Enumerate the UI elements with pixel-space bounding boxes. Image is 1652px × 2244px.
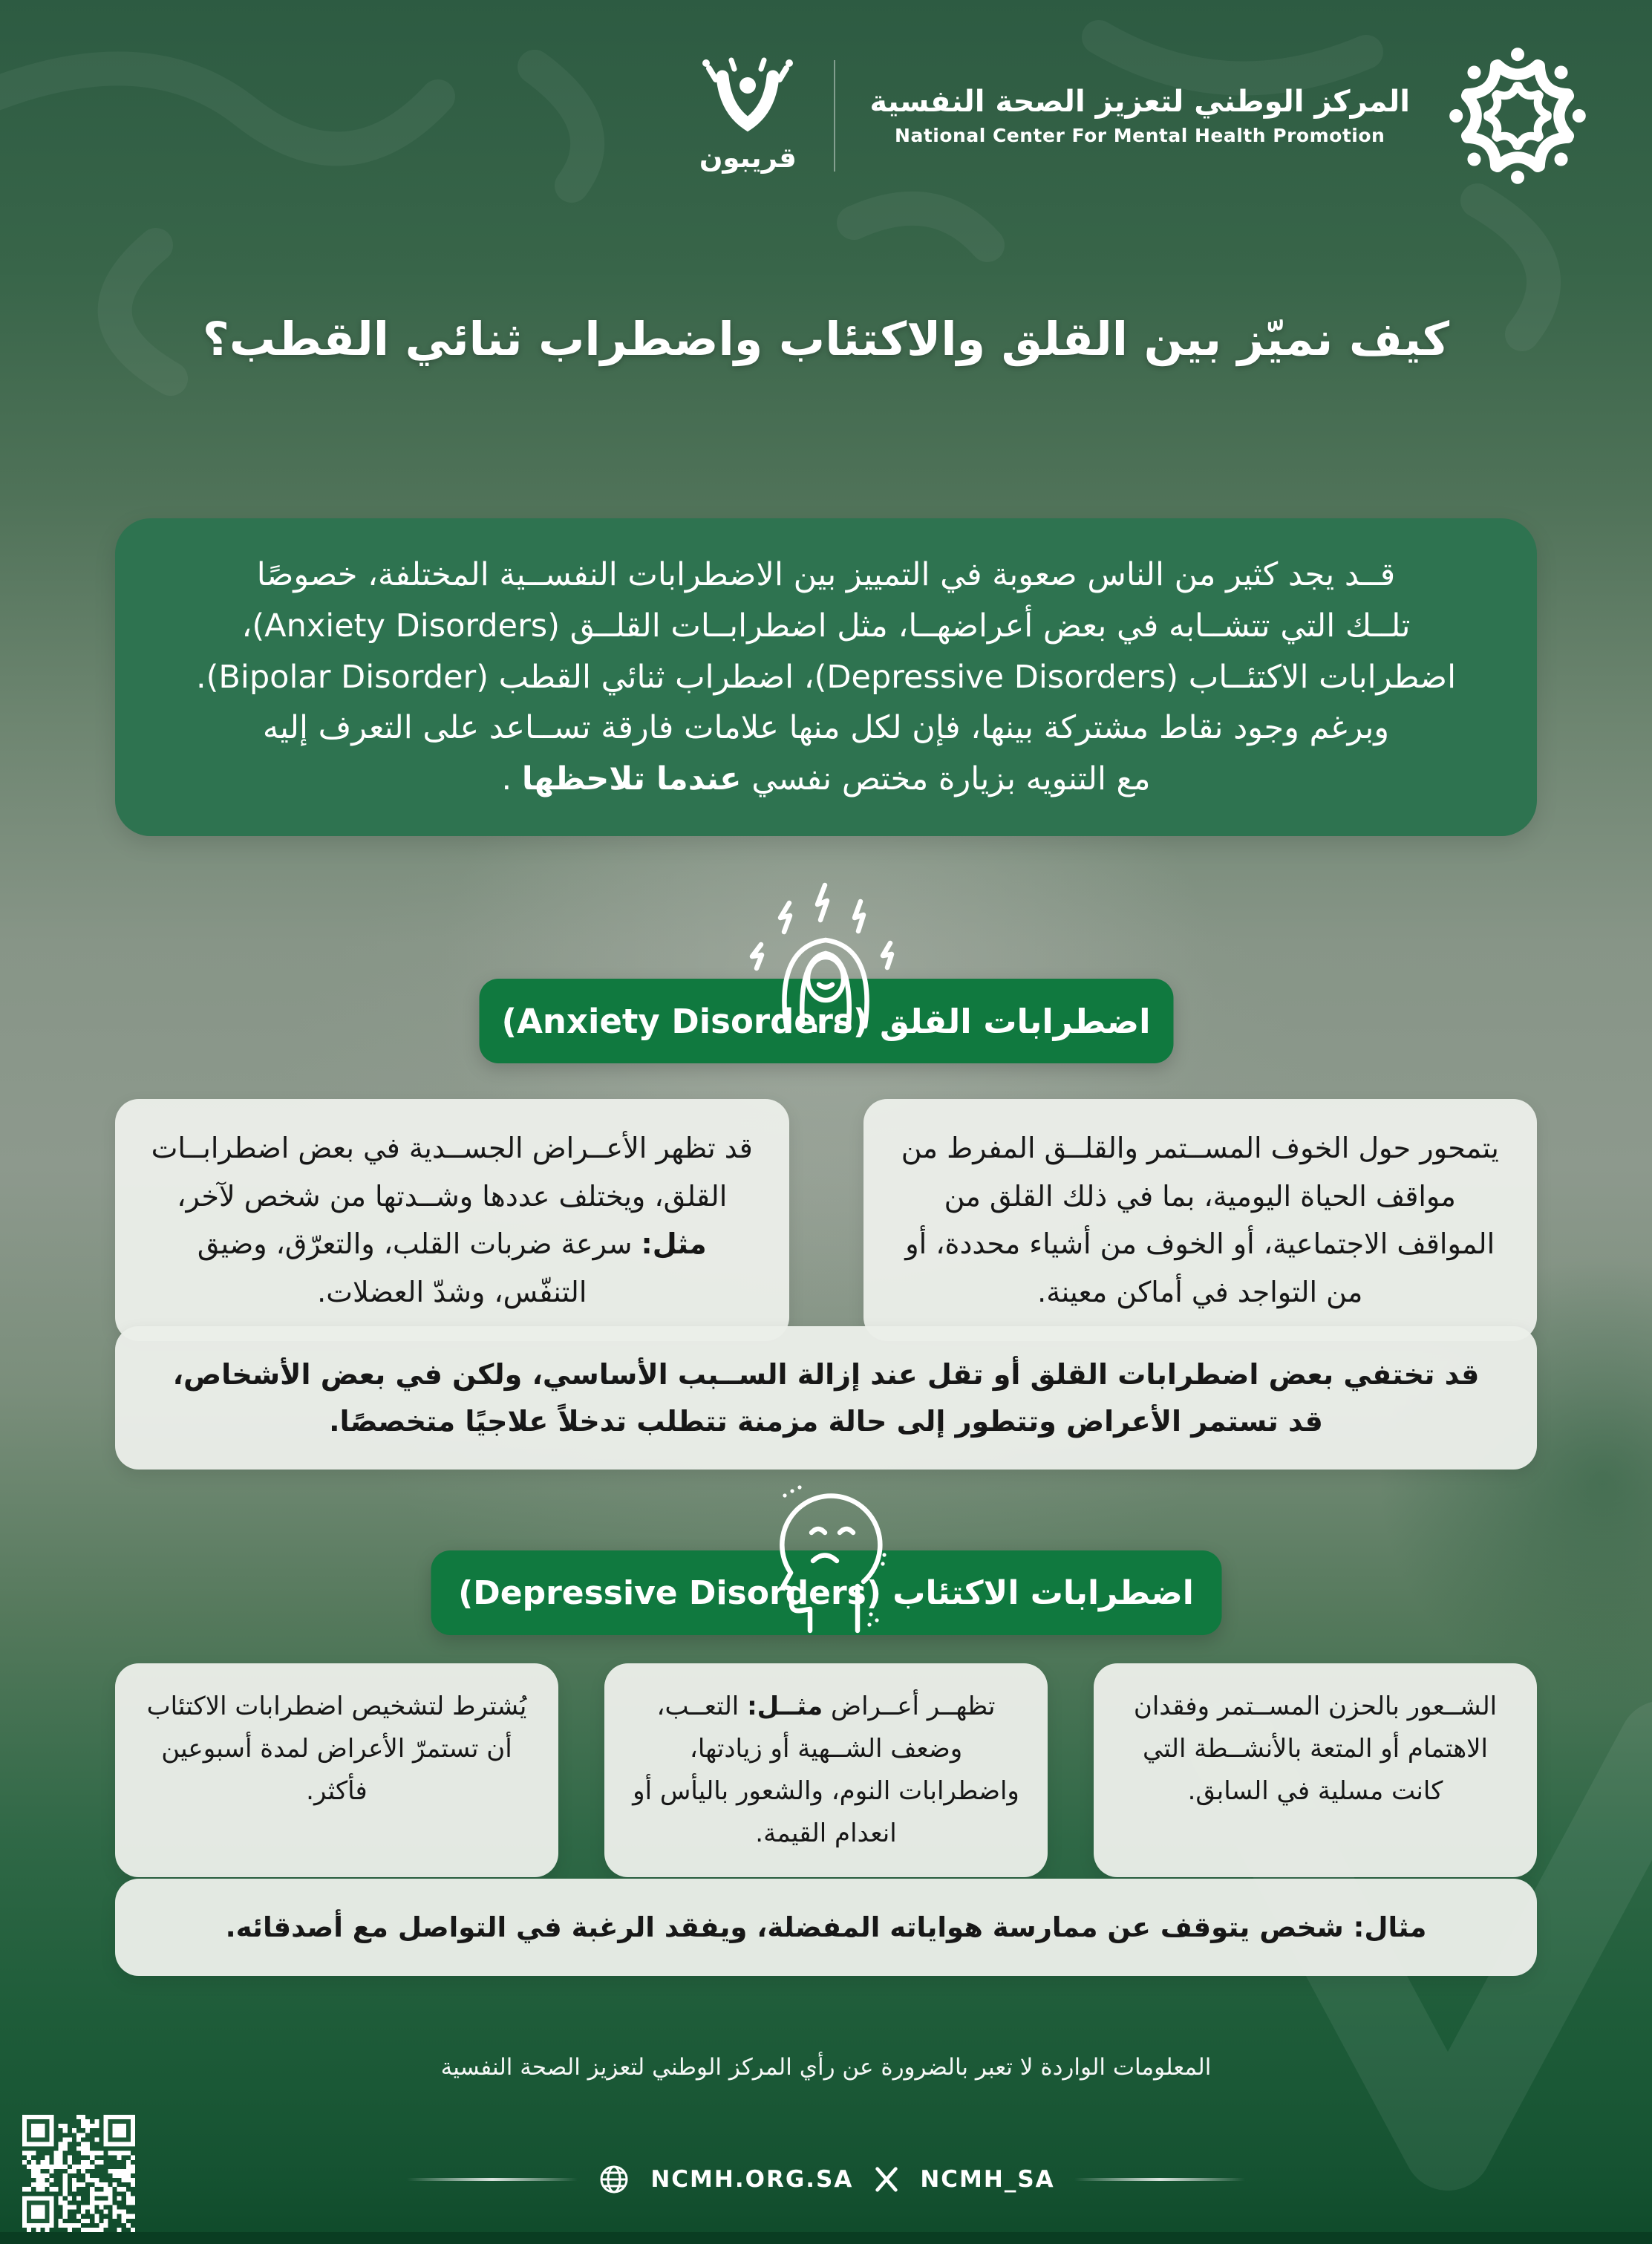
anxiety-section-heading: اضطرابات القلق (Anxiety Disorders) (479, 979, 1173, 1063)
qareebon-logo (696, 57, 800, 174)
anxiety-card-overview: يتمحور حول الخوف المســتمر والقلــق المفرط من مواقف الحياة اليومية، بما في ذلك القلق من المواقف الاجتماعية، أو الخوف من أشياء محددة، أو من التواجد في أماكن معينة. (863, 1099, 1538, 1341)
header (0, 36, 1591, 195)
header-divider (834, 60, 835, 172)
anxiety-stress-icon (748, 881, 905, 1032)
org-name-arabic: المركز الوطني لتعزيز الصحة النفسية (869, 85, 1410, 119)
globe-icon (597, 2162, 631, 2196)
footer-links (0, 2162, 1652, 2196)
disclaimer-text: المعلومات الواردة لا تعبر بالضرورة عن رأي المركز الوطني لتعزيز الصحة النفسية (440, 2054, 1212, 2081)
org-name-block (869, 85, 1410, 146)
twitter-handle: NCMH_SA (920, 2166, 1055, 2193)
footer-divider-line (1074, 2178, 1245, 2181)
x-twitter-icon (872, 2165, 901, 2194)
anxiety-card-physical-symptoms: قد تظهر الأعــراض الجســدية في بعض اضطرابــات القلق، ويختلف عددها وشــدتها من شخص لآخر، مثل: سرعة ضربات القلب، والتعرّق، وضيق التنفّس، وشدّ العضلات. (115, 1099, 789, 1341)
qareebon-wordmark: قريبون (699, 142, 797, 174)
depression-card-symptoms: تظهــر أعــراض مثــل: التعــب، وضعف الشــهية أو زيادتها، واضطرابات النوم، والشعور باليأس أو انعدام القيمة. (604, 1663, 1048, 1877)
anxiety-note-banner: قد تختفي بعض اضطرابات القلق أو تقل عند إزالة الســبب الأساسي، ولكن في بعض الأشخاص، قد تستمر الأعراض وتتطور إلى حالة مزمنة تتطلب تدخلاً علاجيًا متخصصًا. (115, 1326, 1537, 1470)
ncmh-logo-icon (1444, 42, 1591, 189)
intro-line: قــد يجد كثير من الناس صعوبة في التمييز بين الاضطرابات النفســية المختلفة، خصوصًا (256, 556, 1396, 593)
depression-section-heading: اضطرابات الاكتئاب (Depressive Disorders) (431, 1550, 1221, 1635)
intro-line: اضطرابات الاكتئــاب (Depressive Disorders)، اضطراب ثنائي القطب (Bipolar Disorder). (195, 658, 1457, 696)
depression-card-sadness: الشــعور بالحزن المســتمر وفقدان الاهتمام أو المتعة بالأنشــطة التي كانت مسلية في السابق. (1094, 1663, 1537, 1877)
intro-line: مع التنويه بزيارة مختص نفسي عندما تلاحظها . (501, 760, 1151, 798)
bottom-edge-strip (0, 2232, 1652, 2244)
depression-example-banner: مثال: شخص يتوقف عن ممارسة هواياته المفضلة، ويفقد الرغبة في التواصل مع أصدقائه. (115, 1879, 1537, 1976)
qareebon-icon (696, 57, 800, 140)
intro-line: وبرغم وجود نقاط مشتركة بينها، فإن لكل منها علامات فارقة تســاعد على التعرف إليه (262, 709, 1390, 747)
org-name-english: National Center For Mental Health Promotion (895, 125, 1385, 146)
footer-divider-line (407, 2178, 578, 2181)
anxiety-cards-row (115, 1099, 1537, 1341)
website-url: NCMH.ORG.SA (650, 2166, 854, 2193)
intro-box (115, 518, 1537, 836)
depression-sad-head-icon (752, 1476, 901, 1637)
page-title: كيف نميّز بين القلق والاكتئاب واضطراب ثنائي القطب؟ (202, 312, 1450, 366)
depression-cards-row (115, 1663, 1537, 1877)
depression-card-diagnosis-duration: يُشترط لتشخيص اضطرابات الاكتئاب أن تستمرّ الأعراض لمدة أسبوعين فأكثر. (115, 1663, 558, 1877)
intro-line: تلــك التي تتشــابه في بعض أعراضهــا، مثل اضطرابــات القلــق (Anxiety Disorders)، (241, 607, 1411, 645)
